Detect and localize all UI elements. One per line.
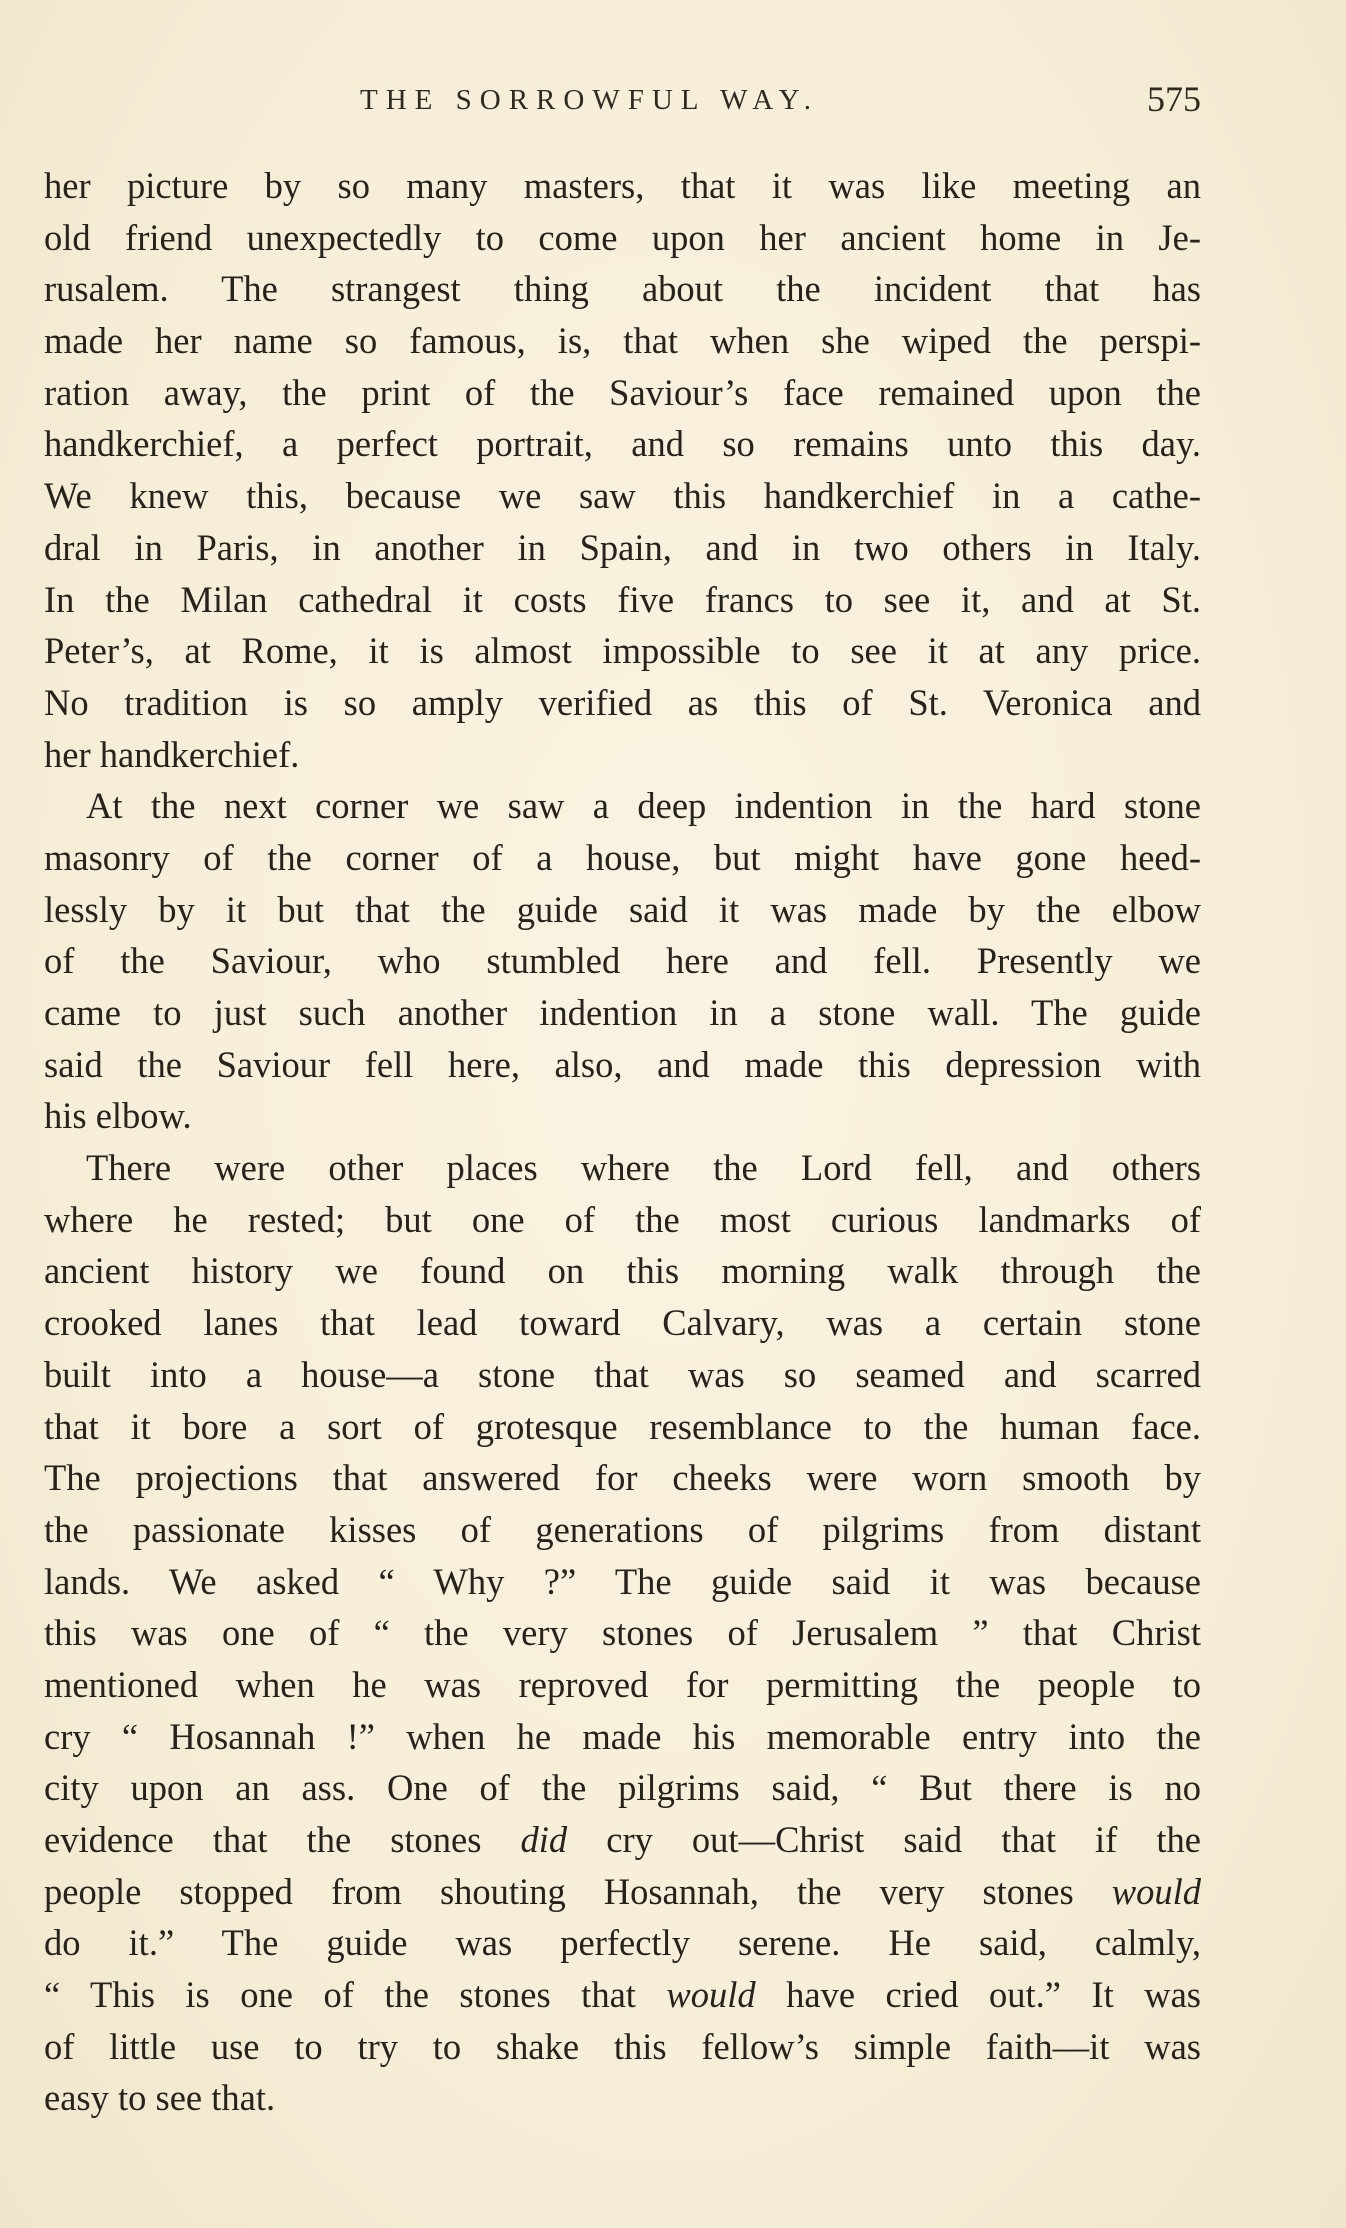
text-line: that it bore a sort of grotesque resemblance to the human face. <box>44 1405 1201 1447</box>
text-line: crooked lanes that lead toward Calvary, was a certain stone <box>44 1302 1201 1344</box>
text-line: easy to see that. <box>44 2077 276 2119</box>
text-run: cry out—Christ said that if the <box>567 1819 1201 1860</box>
text-line: lands. We asked “ Why ?” The guide said it was because <box>44 1560 1201 1602</box>
italic-word: would <box>1111 1870 1201 1912</box>
text-line: cry “ Hosannah !” when he made his memorable entry into the <box>44 1715 1201 1757</box>
text-run: people stopped from shouting Hosannah, the very stones <box>44 1870 1112 1912</box>
text-line: There were other places where the Lord fell, and others <box>86 1147 1201 1189</box>
text-line: The projections that answered for cheeks were worn smooth by <box>44 1457 1201 1499</box>
text-line: city upon an ass. One of the pilgrims said, “ But there is no <box>44 1767 1201 1809</box>
text-line: this was one of “ the very stones of Jerusalem ” that Christ <box>44 1612 1201 1654</box>
text-line: handkerchief, a perfect portrait, and so remains unto this day. <box>44 423 1201 465</box>
italic-word: did <box>520 1819 568 1860</box>
text-line <box>44 1969 1201 2021</box>
text-line: her handkerchief. <box>44 733 300 775</box>
text-line: of little use to try to shake this fellow’s simple faith—it was <box>44 2025 1201 2067</box>
text-line: We knew this, because we saw this handkerchief in a cathe- <box>44 475 1201 517</box>
page-number: 575 <box>1147 79 1201 119</box>
text-line: the passionate kisses of generations of pilgrims from distant <box>44 1508 1201 1550</box>
body-text <box>44 160 1201 2124</box>
text-run: “ This is one of the stones that <box>44 1974 667 2016</box>
text-line: rusalem. The strangest thing about the incident that has <box>44 268 1201 310</box>
text-line: where he rested; but one of the most curious landmarks of <box>44 1198 1201 1240</box>
text-run: have cried out.” It was <box>755 1974 1201 2016</box>
italic-word: would <box>666 1974 756 2016</box>
text-line: old friend unexpectedly to come upon her ancient home in Je- <box>44 216 1201 258</box>
text-line <box>44 1814 1201 1866</box>
text-run: evidence that the stones <box>44 1819 521 1860</box>
page-header <box>44 78 1201 128</box>
text-line <box>44 1866 1201 1918</box>
text-line: mentioned when he was reproved for permitting the people to <box>44 1663 1201 1705</box>
text-line: No tradition is so amply verified as this of St. Veronica and <box>44 681 1201 723</box>
text-line: masonry of the corner of a house, but might have gone heed- <box>44 836 1201 878</box>
text-line: Peter’s, at Rome, it is almost impossible to see it at any price. <box>44 630 1201 672</box>
text-line: came to just such another indention in a stone wall. The guide <box>44 992 1201 1033</box>
text-line: ration away, the print of the Saviour’s face remained upon the <box>44 371 1201 413</box>
text-line: her picture by so many masters, that it was like meeting an <box>44 165 1201 206</box>
text-line: At the next corner we saw a deep indention in the hard stone <box>86 785 1201 827</box>
text-line: of the Saviour, who stumbled here and fell. Presently we <box>44 940 1201 982</box>
text-line: made her name so famous, is, that when she wiped the perspi- <box>44 320 1201 362</box>
text-line: ancient history we found on this morning walk through the <box>44 1250 1201 1292</box>
text-line: In the Milan cathedral it costs five francs to see it, and at St. <box>44 578 1201 620</box>
running-head: THE SORROWFUL WAY. <box>360 84 820 116</box>
text-line: dral in Paris, in another in Spain, and in two others in Italy. <box>44 526 1201 568</box>
text-line: his elbow. <box>44 1095 192 1137</box>
text-line: lessly by it but that the guide said it was made by the elbow <box>44 888 1201 930</box>
text-line: said the Saviour fell here, also, and made this depression with <box>44 1043 1201 1085</box>
text-line: built into a house—a stone that was so seamed and scarred <box>44 1353 1201 1395</box>
text-line: do it.” The guide was perfectly serene. He said, calmly, <box>44 1922 1201 1964</box>
